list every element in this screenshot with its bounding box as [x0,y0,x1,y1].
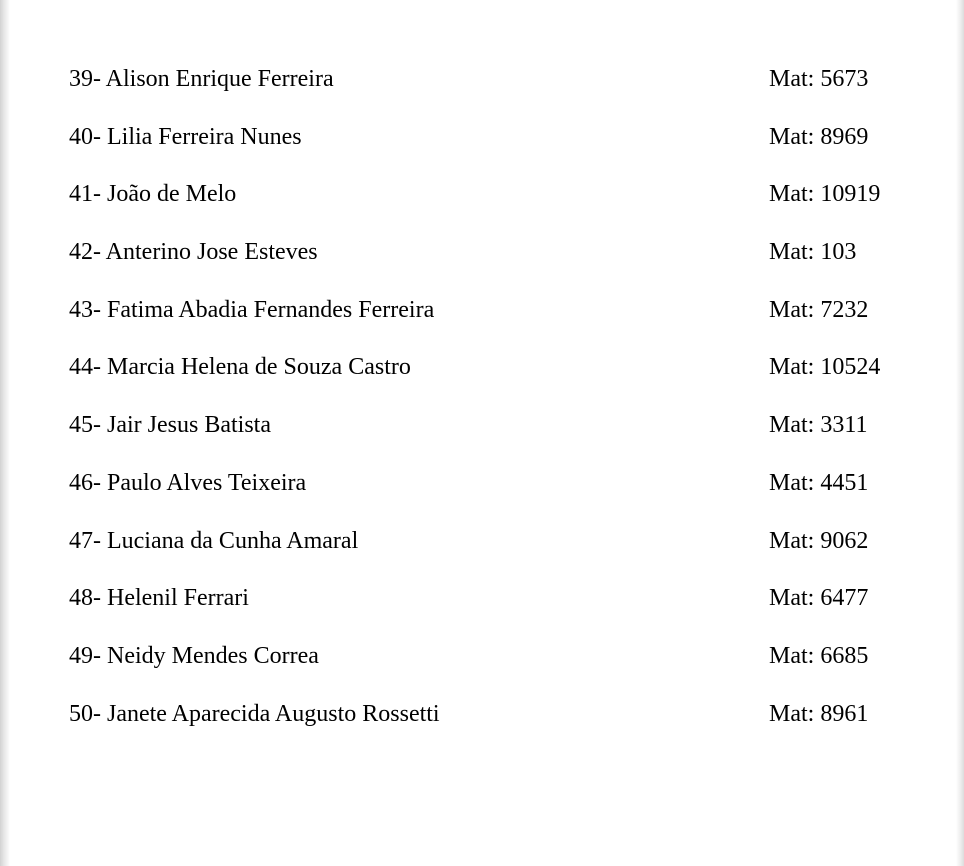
member-name: 42- Anterino Jose Esteves [69,239,318,266]
list-item [69,348,899,406]
member-registration: Mat: 10524 [769,354,881,381]
member-list [69,60,899,752]
member-registration: Mat: 3311 [769,412,868,439]
list-item [69,118,899,176]
list-item [69,464,899,522]
member-name: 43- Fatima Abadia Fernandes Ferreira [69,296,435,323]
member-registration: Mat: 8969 [769,123,869,150]
member-registration: Mat: 9062 [769,527,869,554]
member-registration: Mat: 7232 [769,296,869,323]
list-item [69,406,899,464]
member-name: 41- João de Melo [69,181,237,208]
member-name: 44- Marcia Helena de Souza Castro [69,354,411,381]
page-edge-shadow-left [0,0,10,866]
member-registration: Mat: 6477 [769,585,869,612]
page-edge-shadow-right [956,0,964,866]
member-registration: Mat: 6685 [769,642,869,669]
member-name: 50- Janete Aparecida Augusto Rossetti [69,700,440,727]
list-item [69,233,899,291]
list-item [69,60,899,118]
list-item [69,291,899,349]
list-item [69,175,899,233]
list-item [69,695,899,753]
document-page [10,0,956,866]
member-registration: Mat: 5673 [769,66,869,92]
member-name: 47- Luciana da Cunha Amaral [69,527,359,554]
member-name: 49- Neidy Mendes Correa [69,642,319,669]
member-registration: Mat: 4451 [769,469,869,496]
member-name: 46- Paulo Alves Teixeira [69,469,307,496]
list-item [69,579,899,637]
member-name: 45- Jair Jesus Batista [69,412,271,439]
list-item [69,522,899,580]
list-item [69,637,899,695]
member-registration: Mat: 8961 [769,700,869,727]
member-registration: Mat: 10919 [769,181,881,208]
member-name: 40- Lilia Ferreira Nunes [69,123,302,150]
member-name: 39- Alison Enrique Ferreira [69,66,334,92]
member-name: 48- Helenil Ferrari [69,585,249,612]
member-registration: Mat: 103 [769,239,857,266]
